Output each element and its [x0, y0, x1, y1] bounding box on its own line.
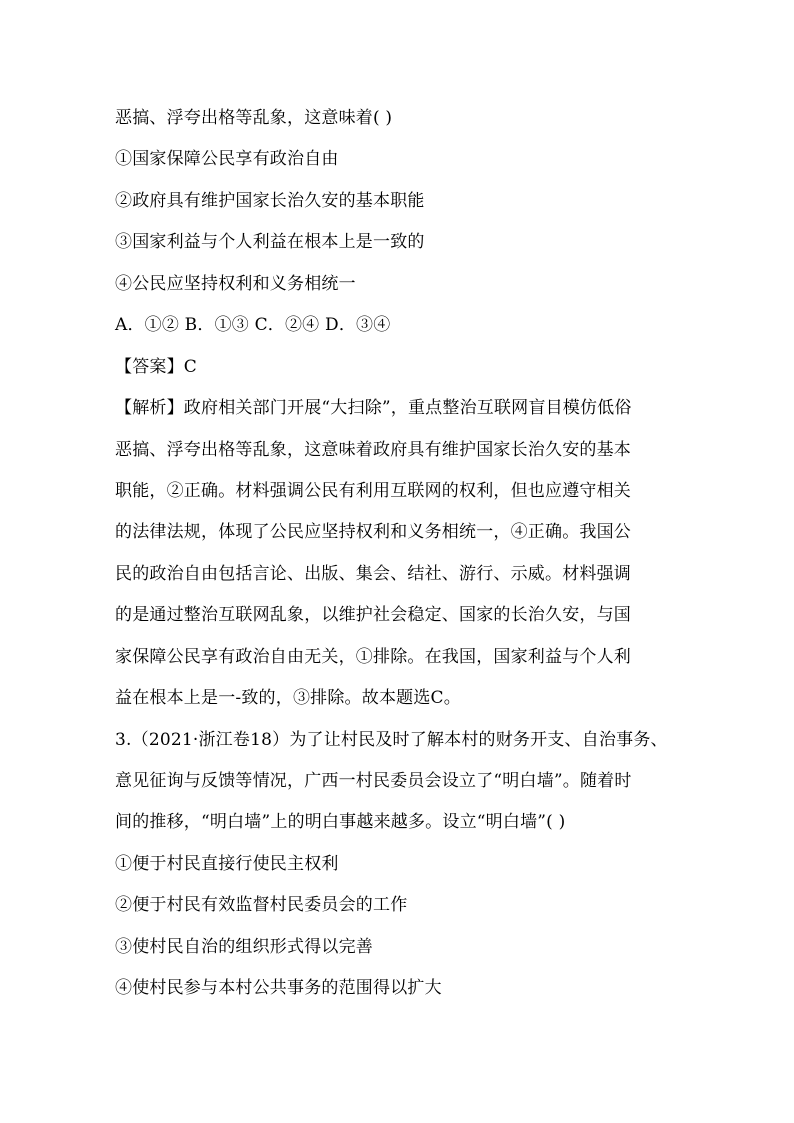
question-3-option-3: ③使村民自治的组织形式得以完善 [115, 937, 373, 957]
question-2-option-3: ③国家利益与个人利益在根本上是一致的 [115, 232, 425, 252]
question-3-stem-line: 3.（2021·浙江卷18）为了让村民及时了解本村的财务开支、自治事务、 [115, 730, 668, 750]
question-2-option-2: ②政府具有维护国家长治久安的基本职能 [115, 191, 425, 211]
question-2-analysis-line: 恶搞、浮夸出格等乱象，这意味着政府具有维护国家长治久安的基本 [115, 440, 631, 460]
question-3-stem-line: 间的推移，“明白墙”上的明白事越来越多。设立“明白墙”( ) [115, 812, 566, 832]
question-2-option-1: ①国家保障公民享有政治自由 [115, 149, 339, 169]
question-2-analysis-line: 的是通过整治互联网乱象，以维护社会稳定、国家的长治久安，与国 [115, 605, 631, 625]
question-2-answer: 【答案】C [115, 357, 198, 377]
question-3-option-4: ④使村民参与本村公共事务的范围得以扩大 [115, 978, 442, 998]
question-2-analysis-line: 的法律法规，体现了公民应坚持权利和义务相统一，④正确。我国公 [115, 522, 631, 542]
question-2-choices: A．①② B．①③ C．②④ D．③④ [115, 315, 391, 335]
question-2-analysis-line: 民的政治自由包括言论、出版、集会、结社、游行、示威。材料强调 [115, 564, 631, 584]
question-2-stem-continuation: 恶搞、浮夸出格等乱象，这意味着( ) [115, 108, 393, 128]
question-2-analysis-line: 【解析】政府相关部门开展“大扫除”，重点整治互联网盲目模仿低俗 [115, 398, 632, 418]
question-3-stem-line: 意见征询与反馈等情况，广西一村民委员会设立了“明白墙”。随着时 [115, 771, 632, 791]
question-3-option-2: ②便于村民有效监督村民委员会的工作 [115, 895, 408, 915]
question-2-analysis-line: 职能，②正确。材料强调公民有利用互联网的权利，但也应遵守相关 [115, 481, 631, 501]
question-2-analysis-line: 家保障公民享有政治自由无关，①排除。在我国，国家利益与个人利 [115, 647, 631, 667]
question-2-option-4: ④公民应坚持权利和义务相统一 [115, 274, 356, 294]
question-3-option-1: ①便于村民直接行使民主权利 [115, 854, 339, 874]
question-2-analysis-line: 益在根本上是一-致的，③排除。故本题选C。 [115, 688, 461, 708]
